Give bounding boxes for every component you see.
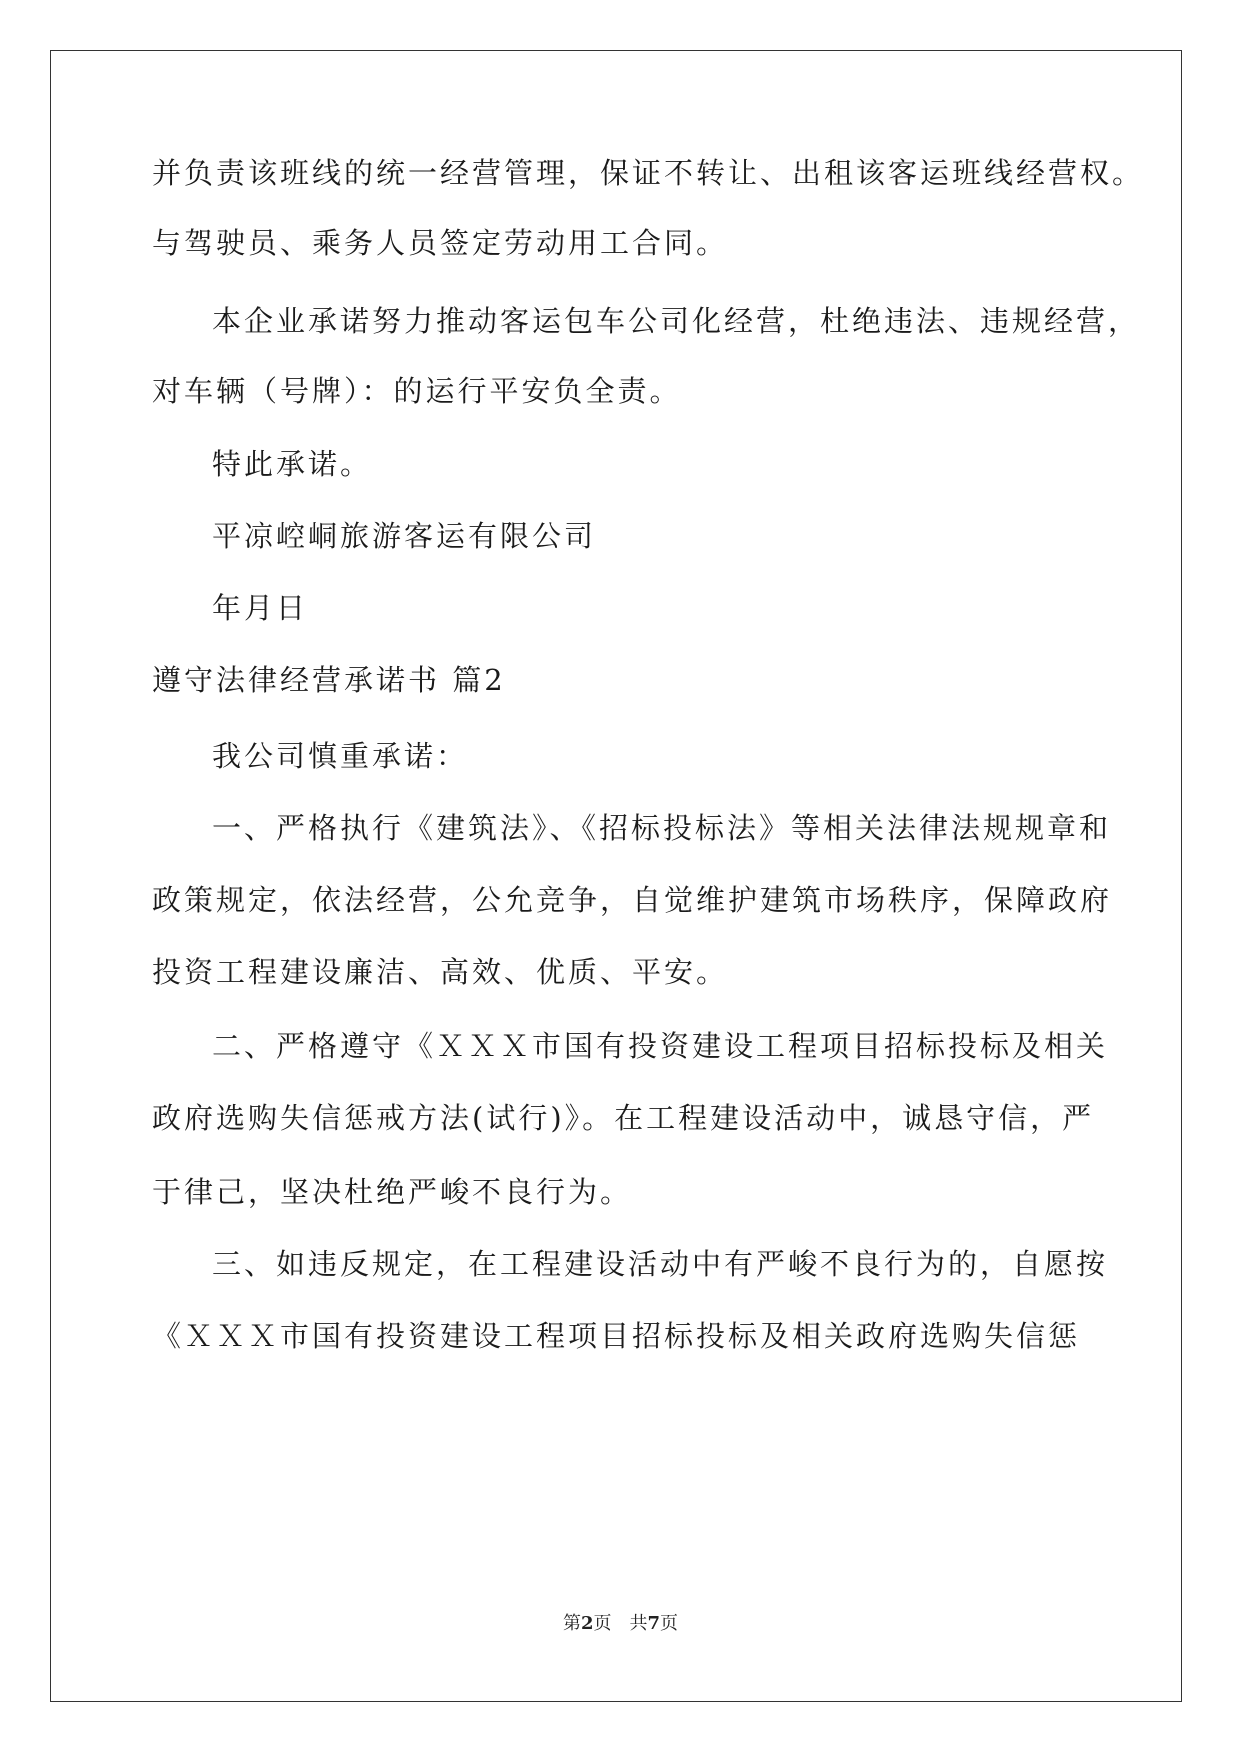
- footer-page-prefix: 第: [562, 1613, 581, 1634]
- body-line-13: 二、严格遵守《ＸＸＸ市国有投资建设工程项目招标投标及相关: [212, 1029, 1109, 1063]
- body-line-4: 对车辆（号牌）：的运行平安负全责。: [152, 374, 682, 408]
- body-line-12: 投资工程建设廉洁、高效、优质、平安。: [152, 955, 729, 989]
- body-line-10: 一、严格执行《建筑法》、《招标投标法》等相关法律法规规章和: [212, 811, 1112, 845]
- body-line-9: 我公司慎重承诺：: [212, 739, 469, 773]
- footer-total-prefix: 共: [629, 1613, 648, 1634]
- body-line-3: 本企业承诺努力推动客运包车公司化经营，杜绝违法、违规经营，: [212, 304, 1141, 338]
- date-line: 年月日: [212, 591, 309, 625]
- body-line-16: 三、如违反规定，在工程建设活动中有严峻不良行为的，自愿按: [212, 1247, 1109, 1281]
- closing-statement: 特此承诺。: [212, 447, 373, 481]
- body-line-15: 于律己，坚决杜绝严峻不良行为。: [152, 1175, 633, 1209]
- body-line-11: 政策规定，依法经营，公允竞争，自觉维护建筑市场秩序，保障政府: [152, 883, 1113, 917]
- body-line-17: 《ＸＸＸ市国有投资建设工程项目招标投标及相关政府选购失信惩: [152, 1319, 1081, 1353]
- page-border: [50, 50, 1182, 1702]
- page-footer: [0, 1612, 1241, 1636]
- footer-total-suffix: 页: [660, 1613, 679, 1634]
- company-signature: 平凉崆峒旅游客运有限公司: [212, 519, 597, 553]
- body-line-1: 并负责该班线的统一经营管理，保证不转让、出租该客运班线经营权。: [152, 156, 1145, 190]
- body-line-2: 与驾驶员、乘务人员签定劳动用工合同。: [152, 226, 729, 260]
- section-heading: 遵守法律经营承诺书 篇2: [152, 663, 506, 697]
- body-line-14: 政府选购失信惩戒方法(试行)》。在工程建设活动中，诚恳守信，严: [152, 1101, 1095, 1135]
- footer-page-suffix: 页: [593, 1613, 612, 1634]
- footer-page-total: 7: [647, 1613, 661, 1634]
- footer-page-current: 2: [580, 1613, 594, 1634]
